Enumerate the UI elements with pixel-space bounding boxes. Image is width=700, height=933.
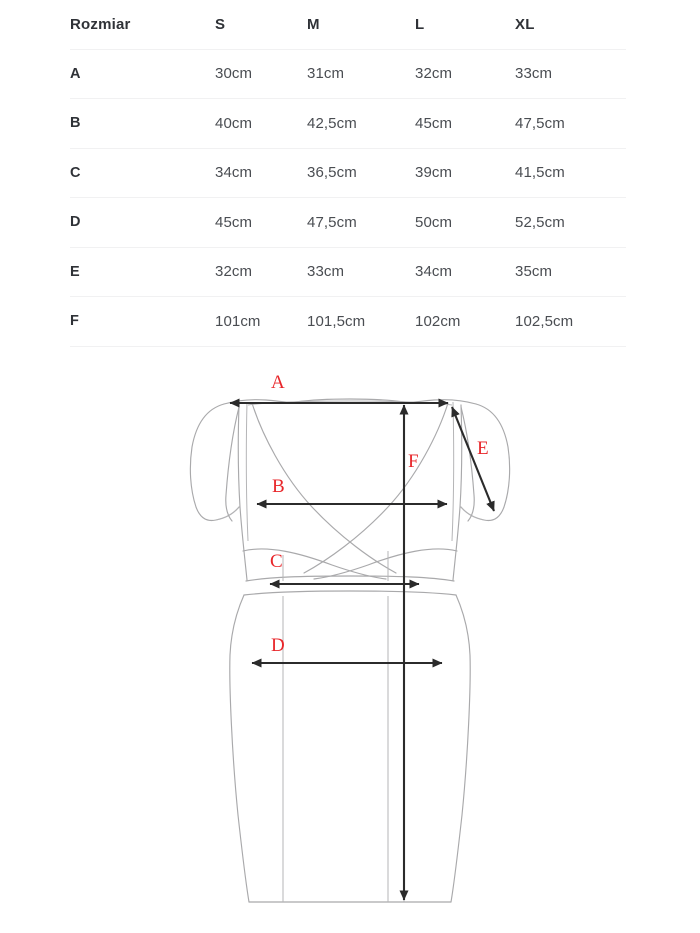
dimension-label-c: C — [270, 551, 283, 572]
column-header-m: M — [307, 0, 415, 49]
dress-measurement-diagram — [0, 355, 700, 933]
cell-c-s: 34cm — [215, 148, 307, 198]
column-header-rozmiar: Rozmiar — [70, 0, 215, 49]
cell-d-s: 45cm — [215, 198, 307, 248]
column-header-s: S — [215, 0, 307, 49]
cell-f-l: 102cm — [415, 297, 515, 347]
cell-e-s: 32cm — [215, 247, 307, 297]
cell-f-xl: 102,5cm — [515, 297, 626, 347]
cell-c-m: 36,5cm — [307, 148, 415, 198]
table-row — [70, 49, 626, 99]
table-row — [70, 247, 626, 297]
size-table-container — [70, 0, 626, 347]
dimension-label-a: A — [271, 372, 285, 393]
cell-e-l: 34cm — [415, 247, 515, 297]
table-row — [70, 99, 626, 149]
cell-f-m: 101,5cm — [307, 297, 415, 347]
column-header-l: L — [415, 0, 515, 49]
row-label-f: F — [70, 297, 215, 347]
cell-e-xl: 35cm — [515, 247, 626, 297]
size-table-head — [70, 0, 626, 49]
row-label-e: E — [70, 247, 215, 297]
dimension-label-e: E — [477, 438, 489, 459]
table-header-row — [70, 0, 626, 49]
cell-b-l: 45cm — [415, 99, 515, 149]
cell-b-s: 40cm — [215, 99, 307, 149]
cell-a-s: 30cm — [215, 49, 307, 99]
table-row — [70, 297, 626, 347]
cell-e-m: 33cm — [307, 247, 415, 297]
row-label-c: C — [70, 148, 215, 198]
cell-a-l: 32cm — [415, 49, 515, 99]
dimension-label-d: D — [271, 635, 285, 656]
table-row — [70, 198, 626, 248]
size-table-body — [70, 49, 626, 346]
cell-c-l: 39cm — [415, 148, 515, 198]
cell-a-m: 31cm — [307, 49, 415, 99]
cell-a-xl: 33cm — [515, 49, 626, 99]
table-row — [70, 148, 626, 198]
cell-d-l: 50cm — [415, 198, 515, 248]
cell-d-m: 47,5cm — [307, 198, 415, 248]
cell-f-s: 101cm — [215, 297, 307, 347]
size-table — [70, 0, 626, 347]
row-label-a: A — [70, 49, 215, 99]
row-label-d: D — [70, 198, 215, 248]
cell-b-m: 42,5cm — [307, 99, 415, 149]
row-label-b: B — [70, 99, 215, 149]
column-header-xl: XL — [515, 0, 626, 49]
cell-b-xl: 47,5cm — [515, 99, 626, 149]
dress-outline — [190, 399, 509, 902]
cell-c-xl: 41,5cm — [515, 148, 626, 198]
dimension-arrow-e — [452, 407, 494, 511]
dimension-label-b: B — [272, 476, 285, 497]
cell-d-xl: 52,5cm — [515, 198, 626, 248]
dimension-label-f: F — [408, 451, 419, 472]
